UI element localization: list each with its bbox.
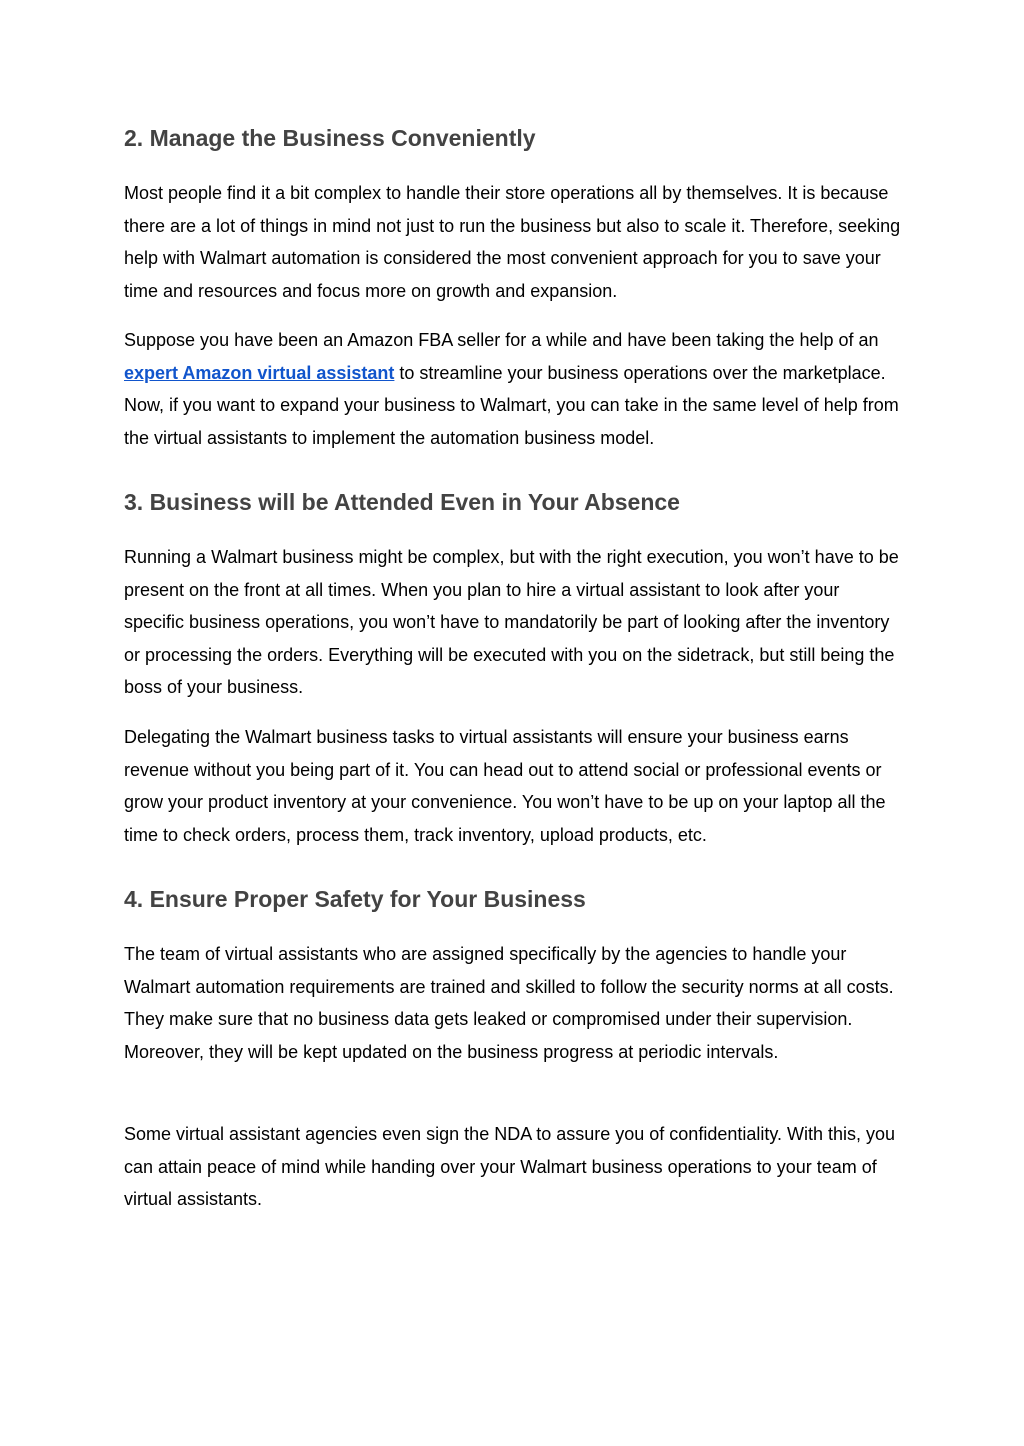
paragraph-business-attended-1: Running a Walmart business might be complex, but with the right execution, you won’t have to be present on the front at all times. When you plan to hire a virtual assistant to look after your specific business operations, you won’t have to mandatorily be part of looking after the inventory or processing the orders. Everything will be executed with you on the sidetrack, but still being the boss of your business.: [124, 547, 899, 698]
paragraph-manage-business-2: [124, 324, 904, 454]
paragraph-manage-business-1: Most people find it a bit complex to handle their store operations all by themselves. It is because there are a lot of things in mind not just to run the business but also to scale it. Therefore, seeking help with Walmart automation is considered the most convenient approach for you to save your time and resources and focus more on growth and expansion.: [124, 183, 901, 301]
section-heading-manage-business: 2. Manage the Business Conveniently: [124, 125, 536, 151]
section-heading-business-attended: 3. Business will be Attended Even in Your Absence: [124, 489, 680, 515]
paragraph-business-attended-2: Delegating the Walmart business tasks to virtual assistants will ensure your business earns revenue without you being part of it. You can head out to attend social or professional events or grow your product inventory at your convenience. You won’t have to be up on your laptop all the time to check orders, process them, track inventory, upload products, etc.: [124, 727, 886, 845]
link-paragraph-after: to streamline your business operations over the marketplace. Now, if you want to expand your business to Walmart, you can take in the same level of help from the virtual assistants to implement the automation business model.: [124, 362, 899, 448]
paragraph-ensure-safety-2: Some virtual assistant agencies even sign the NDA to assure you of confidentiality. With this, you can attain peace of mind while handing over your Walmart business operations to your team of virtual assistants.: [124, 1124, 896, 1210]
expert-amazon-va-link[interactable]: expert Amazon virtual assistant: [124, 362, 395, 383]
section-heading-ensure-safety: 4. Ensure Proper Safety for Your Business: [124, 886, 586, 912]
link-paragraph-before: Suppose you have been an Amazon FBA seller for a while and have been taking the help of an: [124, 330, 879, 350]
paragraph-ensure-safety-1: The team of virtual assistants who are assigned specifically by the agencies to handle your Walmart automation requirements are trained and skilled to follow the security norms at all costs. They make sure that no business data gets leaked or compromised under their supervision. Moreover, they will be kept updated on the business progress at periodic intervals.: [124, 944, 894, 1062]
